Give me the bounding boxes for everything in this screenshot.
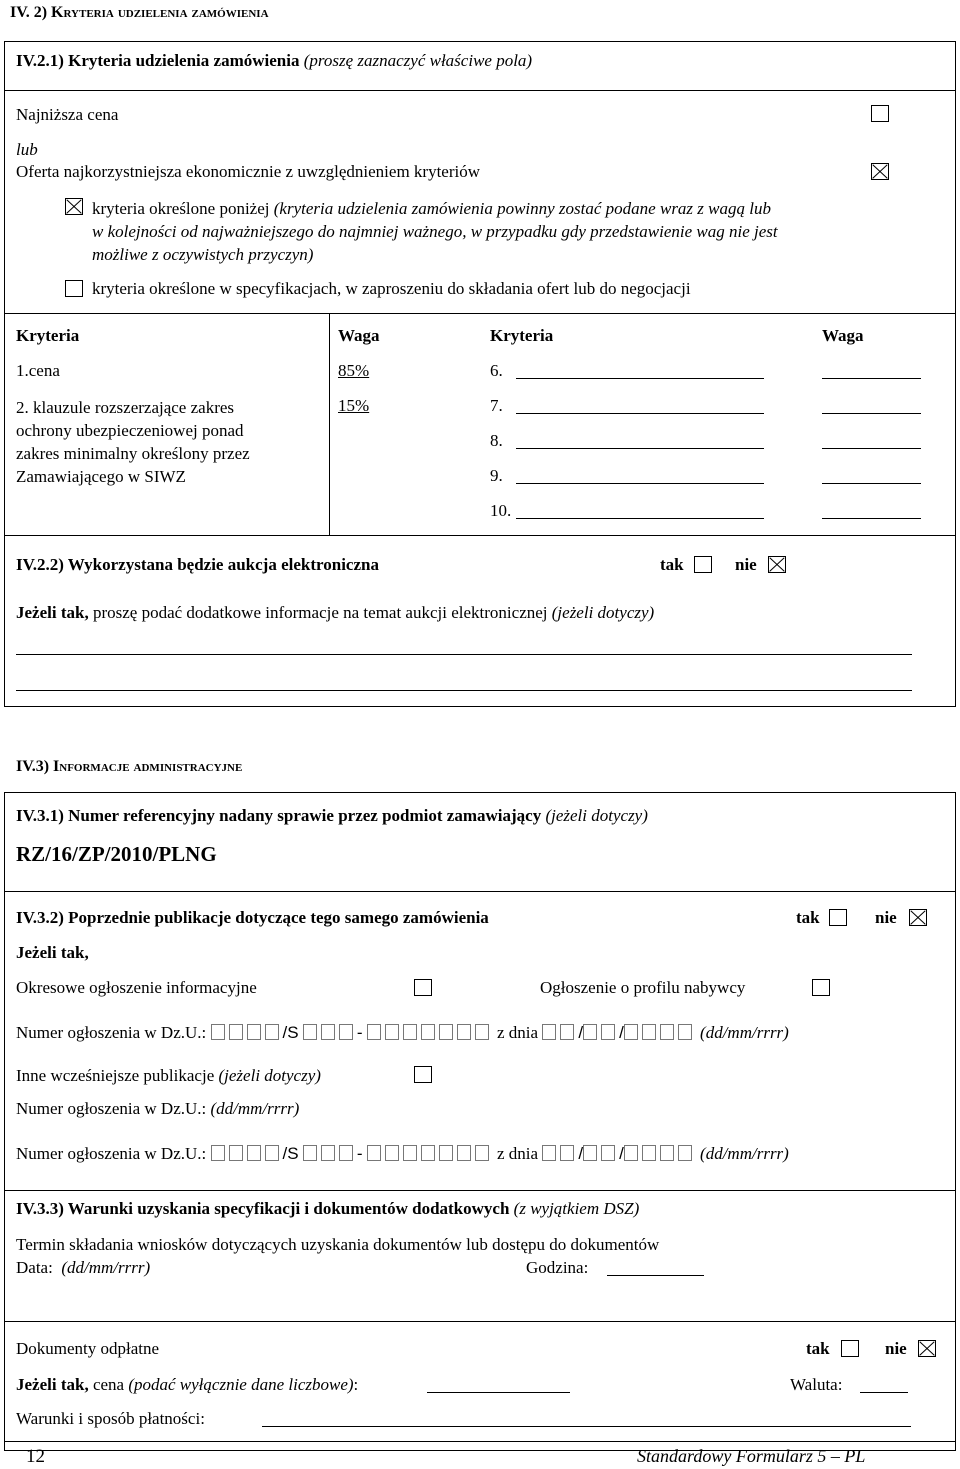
criteria-below-text-3: możliwe z oczywistych przyczyn)	[92, 245, 314, 264]
criterion-2: 2. klauzule rozszerzające zakres ochrony ubezpieczeniowej ponad zakres minimalny określony przez Zamawiającego w SIWZ	[16, 398, 250, 486]
lowest-price-checkbox[interactable]	[871, 105, 889, 122]
digit-box[interactable]	[542, 1024, 556, 1040]
form-name: Standardowy Formularz 5 – PL	[637, 1446, 866, 1466]
reference-number: RZ/16/ZP/2010/PLNG	[16, 842, 217, 866]
digit-box[interactable]	[403, 1145, 417, 1161]
digit-box[interactable]	[229, 1024, 243, 1040]
criterion-10-number: 10.	[490, 501, 512, 520]
or-label: lub	[16, 140, 38, 159]
page-number: 12	[26, 1446, 45, 1467]
weight-6-field[interactable]	[822, 378, 921, 379]
digit-box[interactable]	[265, 1024, 279, 1040]
criterion-8-number: 8.	[490, 431, 503, 450]
prev-pub-tak-label: tak	[796, 908, 820, 927]
deadline-label: Termin składania wniosków dotyczących uzyskania dokumentów lub dostępu do dokumentów	[16, 1235, 660, 1254]
other-publications-label: Inne wcześniejsze publikacje (jeżeli dotyczy)	[16, 1066, 321, 1085]
auction-info-label: Jeżeli tak, proszę podać dodatkowe informacje na temat aukcji elektronicznej (jeżeli dotyczy)	[16, 603, 655, 622]
periodic-notice-label: Okresowe ogłoszenie informacyjne	[16, 978, 257, 997]
periodic-notice-checkbox[interactable]	[414, 979, 432, 996]
auction-tak-label: tak	[660, 555, 684, 574]
digit-box[interactable]	[229, 1145, 243, 1161]
other-publications-checkbox[interactable]	[414, 1066, 432, 1083]
weight-7-field[interactable]	[822, 413, 921, 414]
auction-nie-checkbox[interactable]	[768, 556, 786, 573]
criterion-6-number: 6.	[490, 361, 503, 380]
criteria-below-text-2: w kolejności od najważniejszego do najmniej ważnego, w przypadku gdy przedstawienie wag nie jest	[92, 222, 778, 241]
digit-box[interactable]	[583, 1024, 597, 1040]
digit-box[interactable]	[421, 1145, 435, 1161]
best-offer-checkbox[interactable]	[871, 163, 889, 180]
digit-box[interactable]	[421, 1024, 435, 1040]
digit-box[interactable]	[339, 1145, 353, 1161]
oj-number-row-1: Numer ogłoszenia w Dz.U.: /S - z dnia / / (dd/mm/rrrr)	[16, 1023, 789, 1042]
criteria-heading: IV.2.1) Kryteria udzielenia zamówienia (proszę zaznaczyć właściwe pola)	[16, 51, 533, 70]
footer-divider	[4, 1441, 956, 1442]
criteria-spec-text: kryteria określone w specyfikacjach, w zaproszeniu do składania ofert lub do negocjacji	[92, 279, 691, 298]
prev-pub-tak-checkbox[interactable]	[829, 909, 847, 926]
hour-field[interactable]	[607, 1275, 704, 1276]
divider	[4, 313, 956, 314]
date-label: Data: (dd/mm/rrrr)	[16, 1258, 151, 1277]
digit-box[interactable]	[624, 1145, 638, 1161]
digit-box[interactable]	[303, 1024, 317, 1040]
auction-heading: IV.2.2) Wykorzystana będzie aukcja elektroniczna	[16, 555, 379, 574]
digit-box[interactable]	[403, 1024, 417, 1040]
digit-box[interactable]	[642, 1145, 656, 1161]
oj-number-row-2: Numer ogłoszenia w Dz.U.: /S - z dnia / / (dd/mm/rrrr)	[16, 1144, 789, 1163]
digit-box[interactable]	[678, 1024, 692, 1040]
col-kryteria: Kryteria	[16, 326, 80, 345]
col-waga: Waga	[338, 326, 380, 345]
prev-pub-nie-label: nie	[875, 908, 897, 927]
buyer-profile-label: Ogłoszenie o profilu nabywcy	[540, 978, 746, 997]
digit-box[interactable]	[265, 1145, 279, 1161]
criterion-8-field[interactable]	[516, 448, 764, 449]
lowest-price-label: Najniższa cena	[16, 105, 119, 124]
digit-box[interactable]	[475, 1024, 489, 1040]
digit-box[interactable]	[247, 1024, 261, 1040]
price-field[interactable]	[427, 1392, 570, 1393]
digit-box[interactable]	[211, 1024, 225, 1040]
buyer-profile-checkbox[interactable]	[812, 979, 830, 996]
criterion-10-field[interactable]	[516, 518, 764, 519]
digit-box[interactable]	[660, 1024, 674, 1040]
oj-number-date-label: Numer ogłoszenia w Dz.U.: (dd/mm/rrrr)	[16, 1099, 300, 1118]
digit-box[interactable]	[583, 1145, 597, 1161]
admin-section-title: IV.3) Informacje administracyjne	[16, 758, 243, 775]
digit-box[interactable]	[385, 1024, 399, 1040]
weight-2: 15%	[338, 396, 370, 415]
prev-pub-nie-checkbox[interactable]	[909, 909, 927, 926]
criterion-7-number: 7.	[490, 396, 503, 415]
auction-tak-checkbox[interactable]	[694, 556, 712, 573]
currency-field[interactable]	[860, 1392, 908, 1393]
digit-box[interactable]	[367, 1024, 381, 1040]
paid-docs-tak-checkbox[interactable]	[841, 1340, 859, 1357]
digit-box[interactable]	[303, 1145, 317, 1161]
criteria-spec-checkbox[interactable]	[65, 280, 83, 297]
criteria-below-text: kryteria określone poniżej (kryteria udzielenia zamówienia powinny zostać podane wraz z wagą lub	[92, 199, 771, 218]
prev-pub-if-yes: Jeżeli tak,	[16, 943, 89, 962]
spec-heading: IV.3.3) Warunki uzyskania specyfikacji i dokumentów dodatkowych (z wyjątkiem DSZ)	[16, 1199, 640, 1218]
digit-box[interactable]	[642, 1024, 656, 1040]
weight-8-field[interactable]	[822, 448, 921, 449]
criterion-6-field[interactable]	[516, 378, 764, 379]
section-title: IV. 2) Kryteria udzielenia zamówienia	[10, 4, 269, 21]
hour-label: Godzina:	[526, 1258, 589, 1277]
digit-box[interactable]	[457, 1145, 471, 1161]
weight-10-field[interactable]	[822, 518, 921, 519]
payment-terms-label: Warunki i sposób płatności:	[16, 1409, 205, 1428]
digit-box[interactable]	[542, 1145, 556, 1161]
digit-box[interactable]	[321, 1024, 335, 1040]
criterion-9-field[interactable]	[516, 483, 764, 484]
criterion-1: 1.cena	[16, 361, 60, 380]
paid-docs-label: Dokumenty odpłatne	[16, 1339, 160, 1358]
criteria-below-checkbox[interactable]	[65, 198, 83, 215]
criterion-7-field[interactable]	[516, 413, 764, 414]
auction-nie-label: nie	[735, 555, 757, 574]
digit-box[interactable]	[457, 1024, 471, 1040]
digit-box[interactable]	[367, 1145, 381, 1161]
col-waga-2: Waga	[822, 326, 864, 345]
digit-box[interactable]	[560, 1145, 574, 1161]
digit-box[interactable]	[339, 1024, 353, 1040]
reference-heading: IV.3.1) Numer referencyjny nadany sprawie przez podmiot zamawiający (jeżeli dotyczy)	[16, 806, 648, 825]
digit-box[interactable]	[475, 1145, 489, 1161]
auction-info-line-2[interactable]	[16, 690, 912, 691]
best-offer-label: Oferta najkorzystniejsza ekonomicznie z uwzględnieniem kryteriów	[16, 162, 481, 181]
currency-label: Waluta:	[790, 1375, 843, 1394]
digit-box[interactable]	[678, 1145, 692, 1161]
digit-box[interactable]	[560, 1024, 574, 1040]
weight-1: 85%	[338, 361, 370, 380]
payment-terms-field[interactable]	[262, 1426, 911, 1427]
column-divider	[329, 313, 330, 535]
criterion-9-number: 9.	[490, 466, 503, 485]
digit-box[interactable]	[385, 1145, 399, 1161]
digit-box[interactable]	[439, 1145, 453, 1161]
digit-box[interactable]	[247, 1145, 261, 1161]
paid-docs-nie-label: nie	[885, 1339, 907, 1358]
paid-docs-tak-label: tak	[806, 1339, 830, 1358]
digit-box[interactable]	[211, 1145, 225, 1161]
digit-box[interactable]	[601, 1024, 615, 1040]
digit-box[interactable]	[601, 1145, 615, 1161]
weight-9-field[interactable]	[822, 483, 921, 484]
auction-info-line-1[interactable]	[16, 654, 912, 655]
paid-docs-nie-checkbox[interactable]	[918, 1340, 936, 1357]
col-kryteria-2: Kryteria	[490, 326, 554, 345]
digit-box[interactable]	[439, 1024, 453, 1040]
price-label: Jeżeli tak, cena (podać wyłącznie dane liczbowe):	[16, 1375, 359, 1394]
digit-box[interactable]	[321, 1145, 335, 1161]
prev-pub-heading: IV.3.2) Poprzednie publikacje dotyczące tego samego zamówienia	[16, 908, 489, 927]
digit-box[interactable]	[660, 1145, 674, 1161]
digit-box[interactable]	[624, 1024, 638, 1040]
